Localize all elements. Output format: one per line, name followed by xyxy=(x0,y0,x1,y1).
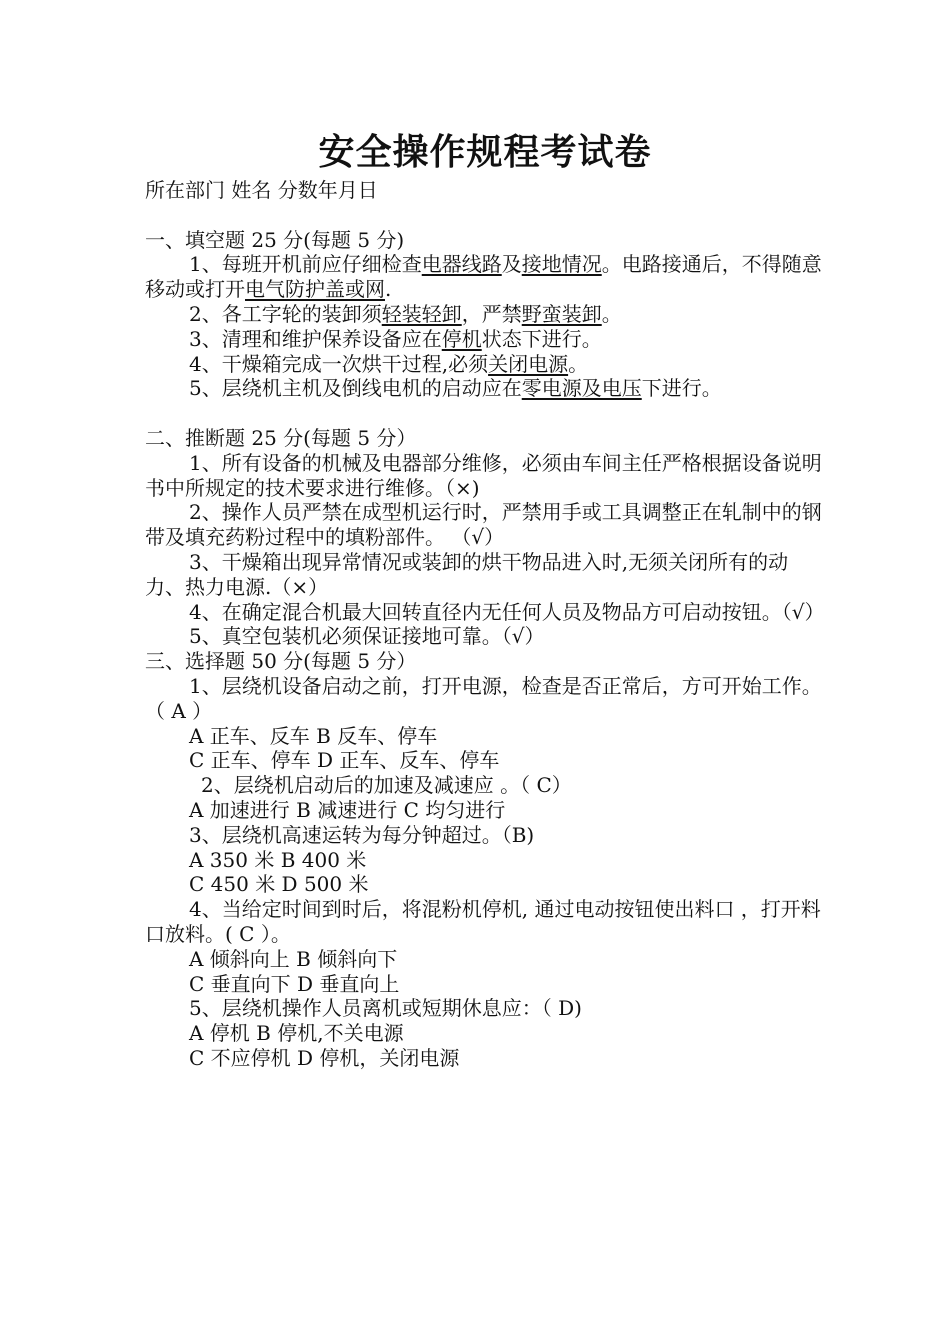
question-text: 状态下进行。 xyxy=(481,326,602,351)
question-judge-1: 1、所有设备的机械及电器部分维修，必须由车间主任严格根据设备说明书中所规定的技术要求进行维修。（×) xyxy=(145,450,822,500)
question-fill-3 xyxy=(145,327,825,352)
section-heading-fill-in: 一、填空题 25 分(每题 5 分) xyxy=(145,227,405,252)
question-text: 。 xyxy=(601,301,622,326)
choice-options: A 350 米 B 400 米 xyxy=(189,847,367,872)
question-text: 。 xyxy=(568,351,589,376)
question-text: . xyxy=(385,277,392,302)
question-fill-4 xyxy=(145,352,825,377)
question-judge-3: 3、干燥箱出现异常情况或装卸的烘干物品进入时,无须关闭所有的动力、热力电源.（×） xyxy=(145,549,789,599)
question-text: 1、每班开机前应仔细检查 xyxy=(189,252,422,277)
choice-options: C 正车、停车 D 正车、反车、停车 xyxy=(189,748,500,773)
choice-options: A 加速进行 B 减速进行 C 均匀进行 xyxy=(189,797,506,822)
choice-options: C 垂直向下 D 垂直向上 xyxy=(189,971,400,996)
answer-underlined: 野蛮装卸 xyxy=(521,301,602,326)
answer-underlined: 零电源及电压 xyxy=(521,376,642,401)
choice-options: A 正车、反车 B 反车、停车 xyxy=(189,723,438,748)
answer-underlined: 接地情况 xyxy=(521,252,602,277)
section-heading-choice: 三、选择题 50 分(每题 5 分） xyxy=(145,649,417,674)
page-title: 安全操作规程考试卷 xyxy=(318,131,652,173)
question-judge-4: 4、在确定混合机最大回转直径内无任何人员及物品方可启动按钮。（√） xyxy=(189,599,825,624)
header-info-line: 所在部门 姓名 分数年月日 xyxy=(145,178,378,202)
question-text: 4、干燥箱完成一次烘干过程,必须 xyxy=(189,351,489,376)
choice-options: C 450 米 D 500 米 xyxy=(189,872,369,897)
question-text: 3、清理和维护保养设备应在 xyxy=(189,326,442,351)
question-text: 2、各工字轮的装卸须 xyxy=(189,301,382,326)
question-choice-2: 2、层绕机启动后的加速及减速应 。（ C） xyxy=(201,773,572,798)
question-choice-5: 5、层绕机操作人员离机或短期休息应：（ D) xyxy=(189,996,582,1021)
answer-underlined: 关闭电源 xyxy=(488,351,569,376)
answer-underlined: 电气防护盖或网 xyxy=(245,277,385,302)
question-text: 。电路接通后，不得随意移动或打开 xyxy=(145,252,822,302)
choice-options: C 不应停机 D 停机，关闭电源 xyxy=(189,1045,460,1070)
spacer xyxy=(145,401,825,426)
question-fill-5 xyxy=(145,376,825,401)
spacer xyxy=(145,203,825,228)
exam-paper xyxy=(145,128,825,1071)
answer-underlined: 停机 xyxy=(441,326,482,351)
answer-underlined: 电器线路 xyxy=(421,252,502,277)
question-fill-2 xyxy=(145,302,825,327)
question-text: ，严禁 xyxy=(461,301,522,326)
question-text: 下进行。 xyxy=(641,376,722,401)
question-choice-3: 3、层绕机高速运转为每分钟超过。（B) xyxy=(189,822,535,847)
question-choice-1: 1、层绕机设备启动之前，打开电源，检查是否正常后，方可开始工作。（ A ） xyxy=(145,673,822,723)
question-fill-1 xyxy=(145,252,825,302)
choice-options: A 停机 B 停机,不关电源 xyxy=(189,1021,404,1046)
section-heading-judgement: 二、推断题 25 分(每题 5 分） xyxy=(145,425,417,450)
question-text: 及 xyxy=(501,252,522,277)
answer-underlined: 轻装轻卸 xyxy=(381,301,462,326)
question-judge-2: 2、操作人员严禁在成型机运行时，严禁用手或工具调整正在轧制中的钢带及填充药粉过程中的填粉部件。 （√） xyxy=(145,500,822,550)
question-choice-4: 4、当给定时间到时后，将混粉机停机, 通过电动按钮使出料口 ，打开料口放料。( C ）。 xyxy=(145,897,821,946)
question-judge-5: 5、真空包装机必须保证接地可靠。（√） xyxy=(189,624,545,649)
question-text: 5、层绕机主机及倒线电机的启动应在 xyxy=(189,376,522,401)
choice-options: A 倾斜向上 B 倾斜向下 xyxy=(189,946,398,971)
